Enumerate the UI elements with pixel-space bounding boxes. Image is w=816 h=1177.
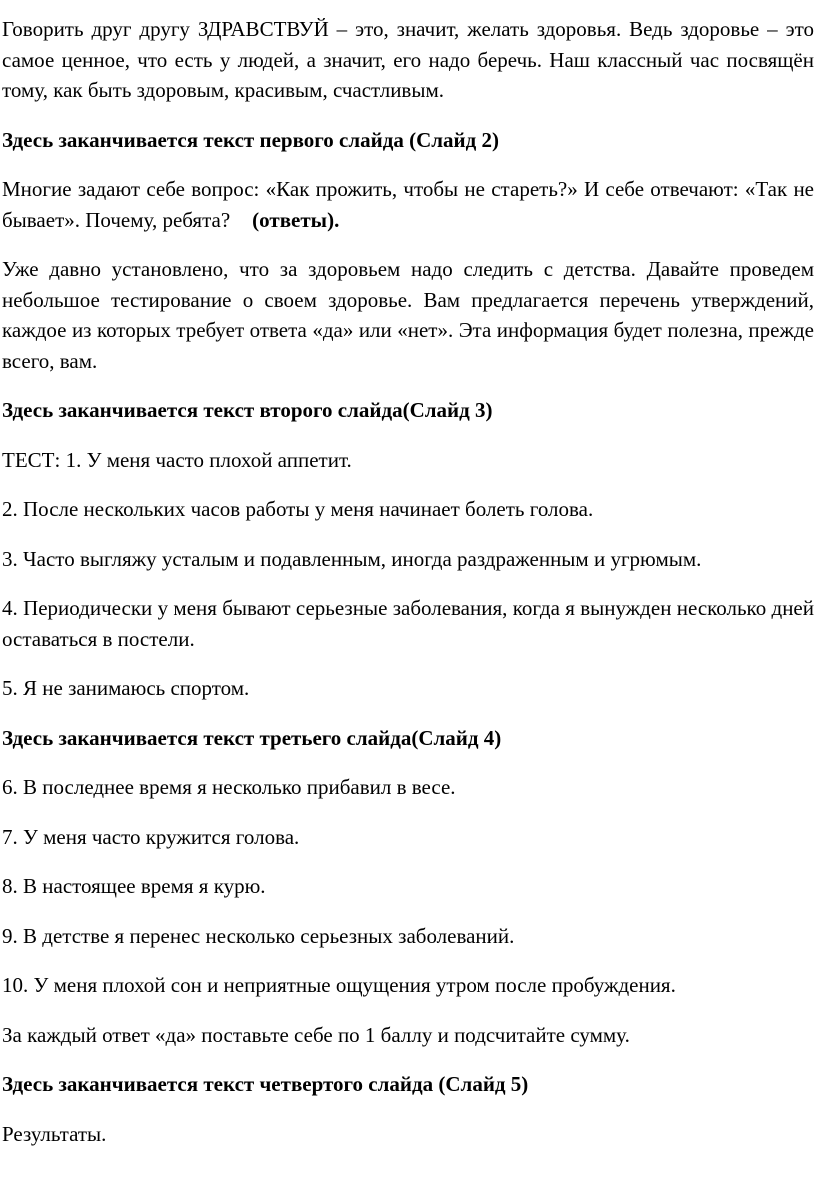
testing-intro-paragraph: Уже давно установлено, что за здоровьем надо следить с детства. Давайте проведем небольшое тестирование о своем здоровье. Вам предлагается перечень утверждений, каждое из которых требует ответа «да» или «нет». Эта информация будет полезна, прежде всего, вам. [2,257,814,373]
test-item-10: 10. У меня плохой сон и неприятные ощущения утром после пробуждения. [2,973,676,997]
question-paragraph [2,174,814,235]
test-item-6: 6. В последнее время я несколько прибавил в весе. [2,775,456,799]
answers-note: (ответы). [252,207,340,232]
scoring-instruction: За каждый ответ «да» поставьте себе по 1 баллу и подсчитайте сумму. [2,1022,630,1047]
intro-paragraph: Говорить друг другу ЗДРАВСТВУЙ – это, значит, желать здоровья. Ведь здоровье – это самое ценное, что есть у людей, а значит, его надо беречь. Наш классный час посвящён тому, как быть здоровым, красивым, счастливым. [2,17,814,102]
slide-5-heading: Здесь заканчивается текст четвертого слайда (Слайд 5) [2,1072,529,1096]
test-item-5: 5. Я не занимаюсь спортом. [2,676,250,700]
test-item-9: 9. В детстве я перенес несколько серьезных заболеваний. [2,923,515,948]
test-item-1: ТЕСТ: 1. У меня часто плохой аппетит. [2,447,352,472]
test-item-4: 4. Периодически у меня бывают серьезные заболевания, когда я вынужден несколько дней оставаться в постели. [2,596,814,651]
results-label: Результаты. [2,1121,107,1146]
test-item-2: 2. После нескольких часов работы у меня начинает болеть голова. [2,497,594,521]
question-text: Многие задают себе вопрос: «Как прожить, чтобы не стареть?» И себе отвечают: «Так не бывает». Почему, ребята? [2,177,814,232]
test-item-7: 7. У меня часто кружится голова. [2,824,300,849]
slide-2-heading: Здесь заканчивается текст первого слайда (Слайд 2) [2,127,500,152]
slide-4-heading: Здесь заканчивается текст третьего слайда(Слайд 4) [2,725,502,750]
slide-3-heading: Здесь заканчивается текст второго слайда(Слайд 3) [2,398,493,422]
test-item-3: 3. Часто выгляжу усталым и подавленным, иногда раздраженным и угрюмым. [2,546,702,571]
test-item-8: 8. В настоящее время я курю. [2,874,266,898]
